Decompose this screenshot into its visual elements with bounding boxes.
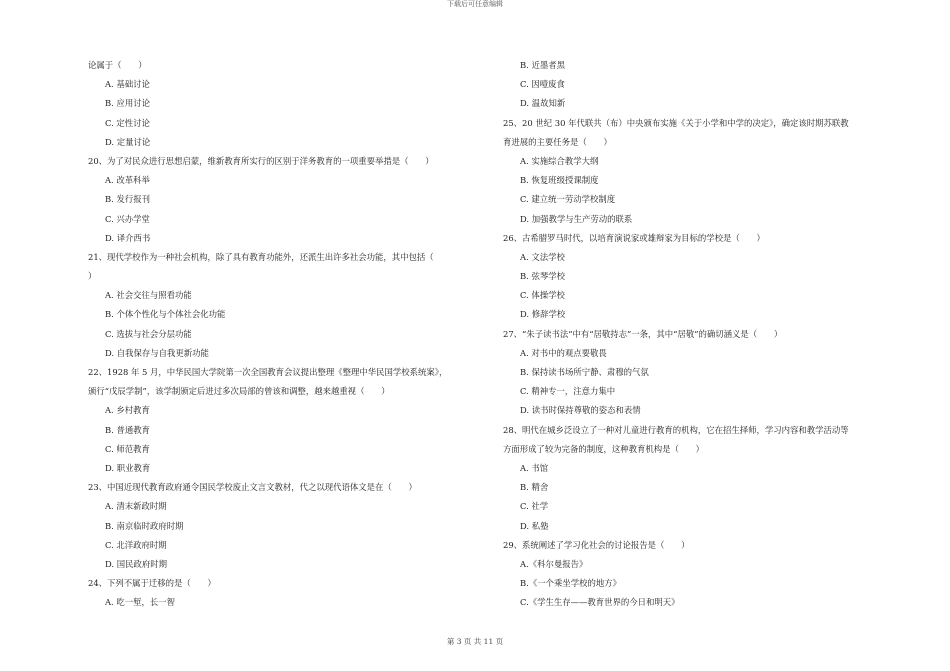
question-text: 21、现代学校作为一种社会机构，除了具有教育功能外，还派生出许多社会功能，其中包括（ [88, 251, 434, 262]
answer-option: C. 体操学校 [520, 290, 565, 301]
answer-option: D. 读书时保持尊敬的姿态和表情 [520, 405, 641, 416]
question-text: 25、20 世纪 30 年代联共（布）中央颁布实施《关于小学和中学的决定》，确定该时期苏联教 [503, 117, 849, 128]
answer-option: D. 国民政府时期 [105, 558, 167, 569]
answer-option: C. 社学 [520, 501, 549, 512]
question-text: 方面形成了较为完备的制度，这种教育机构是（ ） [503, 443, 704, 454]
answer-option: B. 普通教育 [105, 424, 150, 435]
answer-option: C. 师范教育 [105, 443, 150, 454]
answer-option: A. 书馆 [520, 462, 549, 473]
answer-option: C. 定性讨论 [105, 117, 150, 128]
answer-option: A. 乡村教育 [105, 405, 150, 416]
answer-option: C. 兴办学堂 [105, 213, 150, 224]
question-text: ） [88, 271, 97, 282]
answer-option: C.《学生生存——教育世界的今日和明天》 [520, 597, 680, 608]
answer-option: D. 定量讨论 [105, 136, 151, 147]
answer-option: C. 北洋政府时期 [105, 539, 167, 550]
answer-option: B. 恢复班级授课制度 [520, 175, 599, 186]
answer-option: A. 实施综合教学大纲 [520, 155, 599, 166]
question-text: 26、古希腊罗马时代，以培育演说家或雄辩家为目标的学校是（ ） [503, 232, 765, 243]
answer-option: C. 选拔与社会分层功能 [105, 328, 192, 339]
answer-option: A. 对书中的观点要敬畏 [520, 347, 607, 358]
question-text: 29、系统阐述了学习化社会的讨论报告是（ ） [503, 539, 690, 550]
answer-option: D. 私塾 [520, 520, 549, 531]
answer-option: A. 社会交往与照看功能 [105, 290, 192, 301]
answer-option: B. 弦琴学校 [520, 271, 565, 282]
answer-option: B. 应用讨论 [105, 98, 150, 109]
question-text: 22、1928 年 5 月，中华民国大学院第一次全国教育会议提出整理《整理中华民国学校系统案》， [88, 367, 448, 377]
question-text: 20、为了对民众进行思想启蒙，维新教育所实行的区别于洋务教育的一项重要举措是（ ） [88, 155, 434, 166]
question-text: 24、下列不属于迁移的是（ ） [88, 578, 216, 589]
answer-option: D. 译介西书 [105, 232, 151, 243]
left-column [88, 56, 488, 612]
answer-option: B.《一个乘坐学校的地方》 [520, 578, 621, 589]
answer-option: A. 改革科举 [105, 175, 150, 186]
answer-option: B. 保持读书场所宁静、肃穆的气氛 [520, 367, 649, 377]
answer-option: D. 温故知新 [520, 98, 566, 109]
answer-option: D. 修辞学校 [520, 309, 566, 320]
answer-option: C. 精神专一，注意力集中 [520, 386, 616, 397]
answer-option: D. 自我保存与自我更新功能 [105, 347, 209, 358]
answer-option: B. 近墨者黑 [520, 60, 565, 70]
question-text: 27、“朱子读书法”中有“居敬持志”一条，其中“居敬”的确切涵义是（ ） [503, 328, 783, 339]
answer-option: C. 建立统一劳动学校制度 [520, 194, 616, 205]
answer-option: A.《科尔曼报告》 [520, 558, 588, 569]
question-text: 28、明代在城乡泛设立了一种对儿童进行教育的机构，它在招生择师，学习内容和教学活动等 [503, 424, 849, 435]
page-header: 下载后可任意编辑 [447, 0, 503, 8]
answer-option: C. 因噎废食 [520, 79, 565, 90]
answer-option: B. 发行报刊 [105, 194, 150, 205]
answer-option: B. 个体个性化与个体社会化功能 [105, 309, 226, 320]
page-footer: 第 3 页 共 11 页 [446, 637, 504, 646]
answer-option: B. 精舍 [520, 482, 549, 493]
answer-option: D. 职业教育 [105, 462, 151, 473]
question-text: 23、中国近现代教育政府通令国民学校废止文言文教材，代之以现代语体文是在（ ） [88, 482, 417, 493]
answer-option: A. 基础讨论 [105, 79, 150, 90]
right-column [503, 56, 908, 612]
question-text: 颁行“戊辰学制”，该学制颁定后进过多次局部的曾该和调整，越来越重视（ ） [88, 386, 390, 397]
answer-option: A. 吃一堑，长一智 [105, 597, 175, 608]
question-text: 论属于（ ） [88, 60, 147, 70]
answer-option: A. 清末新政时期 [105, 501, 167, 512]
answer-option: D. 加强教学与生产劳动的联系 [520, 213, 633, 224]
answer-option: A. 文法学校 [520, 251, 565, 262]
answer-option: B. 南京临时政府时期 [105, 520, 184, 531]
question-text: 育进展的主要任务是（ ） [503, 136, 612, 147]
